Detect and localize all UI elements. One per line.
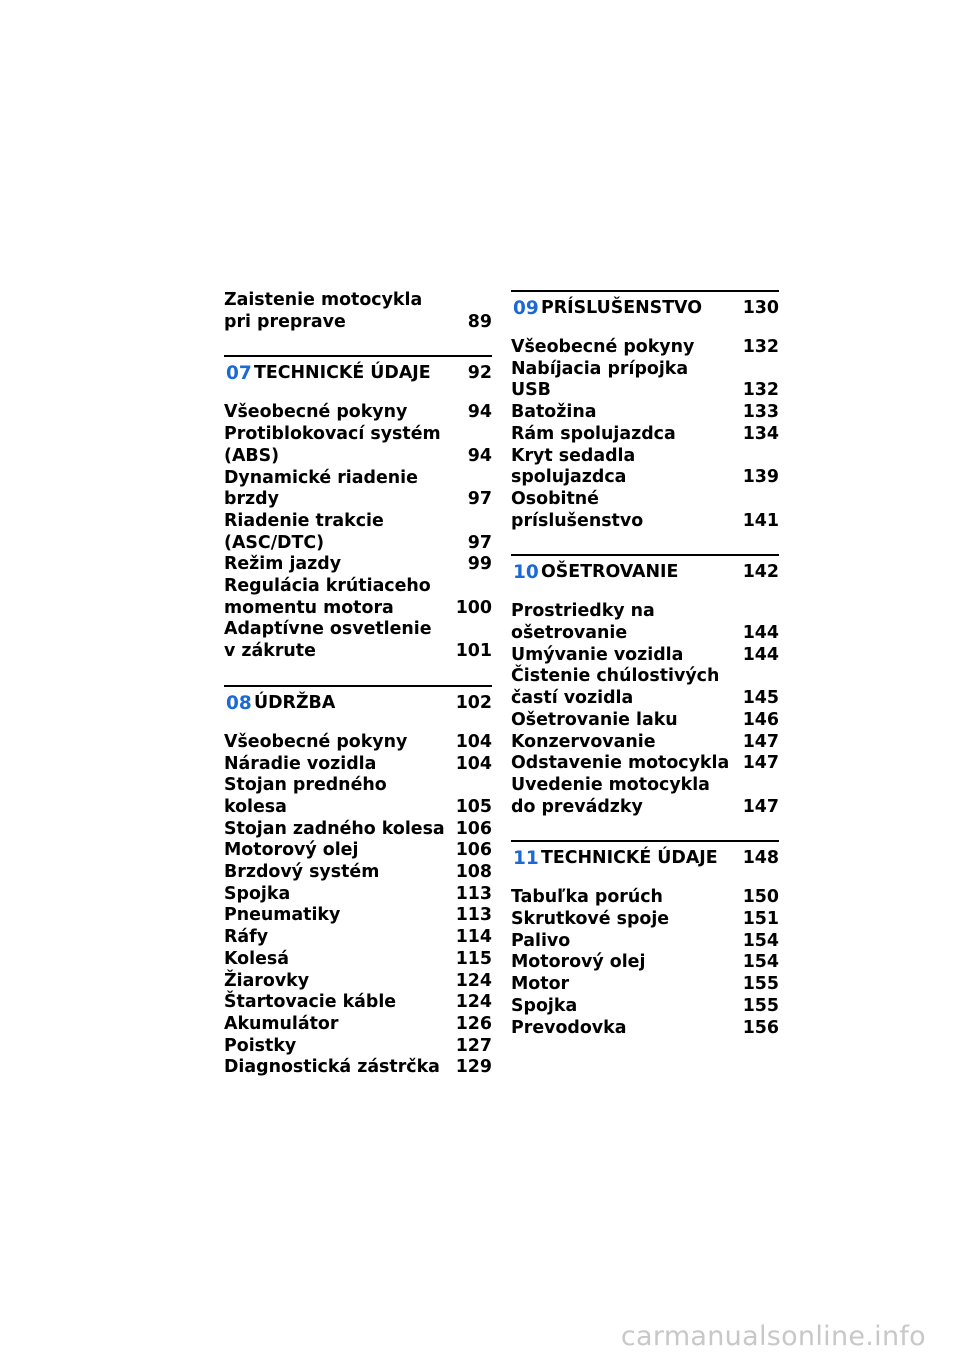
- toc-entry-title: Všeobecné pokyny: [224, 402, 408, 423]
- toc-entry-title: Žiarovky: [224, 970, 310, 991]
- toc-entry-title: Brzdový systém: [224, 862, 380, 883]
- toc-entry[interactable]: [224, 971, 492, 993]
- toc-entry-title: Tabuľka porúch: [511, 887, 663, 908]
- toc-entry-page: 146: [742, 709, 779, 730]
- toc-entry-page: 108: [455, 862, 492, 883]
- toc-entry-page: 97: [467, 489, 492, 510]
- toc-entry-title: Prostriedky na ošetrovanie: [511, 601, 655, 644]
- toc-entry[interactable]: [511, 710, 779, 732]
- toc-entry-title: Palivo: [511, 930, 571, 951]
- toc-entry[interactable]: [511, 753, 779, 775]
- toc-entry-title: Motorový olej: [511, 952, 646, 973]
- toc-entry-title: Ráfy: [224, 927, 269, 948]
- toc-entry-title: Adaptívne osvetlenie v zákrute: [224, 619, 432, 662]
- toc-entry-title: Umývanie vozidla: [511, 644, 684, 665]
- toc-entry[interactable]: [511, 446, 779, 489]
- toc-entry-page: 144: [742, 623, 779, 644]
- toc-entry-title: Protiblokovací systém (ABS): [224, 424, 441, 466]
- toc-entry-page: 126: [455, 1013, 492, 1034]
- toc-entry-title: Riadenie trakcie (ASC/DTC): [224, 510, 384, 553]
- toc-entry-page: 106: [455, 818, 492, 839]
- toc-entry[interactable]: [511, 337, 779, 359]
- section-number: 09: [513, 298, 539, 319]
- toc-entry-title: Štartovacie káble: [224, 992, 397, 1013]
- toc-entry[interactable]: [224, 992, 492, 1014]
- toc-entry-title: Prevodovka: [511, 1017, 627, 1038]
- toc-entry-title: Regulácia krútiaceho momentu motora: [224, 576, 431, 618]
- toc-entry[interactable]: [224, 754, 492, 776]
- toc-entry[interactable]: [511, 666, 779, 709]
- toc-entry[interactable]: [224, 905, 492, 927]
- toc-entry[interactable]: [224, 862, 492, 884]
- toc-entry-page: 147: [742, 731, 779, 752]
- toc-entry-page: 144: [742, 644, 779, 665]
- section-heading[interactable]: [224, 355, 492, 384]
- toc-entry[interactable]: [224, 511, 492, 554]
- toc-entry-page: 113: [455, 905, 492, 926]
- toc-entry-page: 97: [467, 532, 492, 553]
- toc-entry[interactable]: [224, 927, 492, 949]
- section-page: 148: [742, 848, 779, 869]
- section-page: 102: [455, 692, 492, 713]
- toc-entry-title: Poistky: [224, 1035, 297, 1056]
- toc-entry[interactable]: [511, 1018, 779, 1040]
- section-page: 130: [742, 298, 779, 318]
- section-number: 07: [226, 363, 252, 385]
- toc-entry-title: Stojan zadného kolesa: [224, 818, 445, 839]
- section-heading[interactable]: [511, 290, 779, 319]
- toc-entry[interactable]: [224, 468, 492, 511]
- toc-entry[interactable]: [511, 952, 779, 974]
- toc-entry[interactable]: [511, 359, 779, 402]
- toc-entry[interactable]: [224, 576, 492, 619]
- section-title: OŠETROVANIE: [541, 562, 679, 583]
- toc-entry[interactable]: [511, 887, 779, 909]
- section-title: PRÍSLUŠENSTVO: [541, 298, 702, 318]
- toc-entry-page: 141: [742, 510, 779, 531]
- toc-entry-page: 94: [467, 402, 492, 423]
- toc-entry-page: 99: [467, 554, 492, 575]
- toc-entry-page: 134: [742, 423, 779, 444]
- toc-entry[interactable]: [511, 424, 779, 446]
- toc-entry-page: 151: [742, 909, 779, 930]
- toc-entry-title: Stojan predného kolesa: [224, 775, 387, 817]
- section-number: 10: [513, 562, 539, 584]
- toc-entry-page: 129: [455, 1057, 492, 1078]
- toc-entry[interactable]: [511, 996, 779, 1018]
- toc-entry-page: 145: [742, 688, 779, 709]
- toc-entry[interactable]: [511, 645, 779, 667]
- toc-entry-page: 104: [455, 731, 492, 752]
- toc-entry-title: Ošetrovanie laku: [511, 709, 678, 730]
- toc-entry[interactable]: [511, 601, 779, 644]
- toc-entry[interactable]: [224, 402, 492, 424]
- toc-entry-title: Diagnostická zástrčka: [224, 1057, 440, 1078]
- toc-entry-page: 154: [742, 930, 779, 951]
- toc-entry-page: 124: [455, 992, 492, 1013]
- section-page: 142: [742, 562, 779, 583]
- toc-entry-page: 114: [455, 927, 492, 948]
- toc-entry-title: Režim jazdy: [224, 554, 342, 575]
- toc-entry-page: 115: [455, 948, 492, 969]
- toc-entry[interactable]: [224, 819, 492, 841]
- toc-entry-page: 147: [742, 753, 779, 774]
- toc-entry-page: 100: [455, 597, 492, 618]
- watermark: carmanualsonline.info: [620, 1321, 926, 1352]
- toc-entry-title: Skrutkové spoje: [511, 909, 670, 930]
- toc-entry-title: Uvedenie motocykla do prevádzky: [511, 774, 710, 817]
- toc-entry-title: Motor: [511, 974, 570, 995]
- toc-entry-page: 133: [742, 402, 779, 423]
- toc-entry-page: 104: [455, 753, 492, 774]
- toc-entry[interactable]: [511, 974, 779, 996]
- toc-entry-page: 155: [742, 995, 779, 1016]
- toc-entry[interactable]: [511, 402, 779, 424]
- toc-entry-title: Konzervovanie: [511, 731, 656, 752]
- toc-entry[interactable]: [224, 775, 492, 818]
- toc-entry-title: Batožina: [511, 402, 597, 423]
- toc-entry-title: Osobitné príslušenstvo: [511, 488, 644, 531]
- toc-entry-page: 155: [742, 974, 779, 995]
- toc-entry[interactable]: [224, 732, 492, 754]
- toc-entry[interactable]: [511, 732, 779, 754]
- toc-entry[interactable]: [511, 909, 779, 931]
- toc-entry-page: 147: [742, 796, 779, 817]
- toc-entry-title: Kolesá: [224, 948, 289, 969]
- toc-entry[interactable]: [224, 1057, 492, 1079]
- toc-entry[interactable]: [224, 290, 492, 333]
- toc-entry-page: 105: [455, 796, 492, 817]
- toc-entry-title: Kryt sedadla spolujazdca: [511, 445, 636, 488]
- toc-entry[interactable]: [511, 775, 779, 818]
- toc-entry-page: 139: [742, 467, 779, 488]
- toc-entry[interactable]: [224, 840, 492, 862]
- toc-entry-title: Akumulátor: [224, 1013, 339, 1034]
- toc-entry-title: Motorový olej: [224, 840, 359, 861]
- toc-entry[interactable]: [511, 489, 779, 532]
- toc-entry-page: 154: [742, 952, 779, 973]
- toc-entry-title: Pneumatiky: [224, 905, 341, 926]
- toc-entry-title: Dynamické riadenie brzdy: [224, 467, 418, 510]
- toc-entry-page: 150: [742, 887, 779, 908]
- toc-entry-title: Čistenie chúlostivých častí vozidla: [511, 666, 720, 709]
- section-title: TECHNICKÉ ÚDAJE: [254, 363, 431, 384]
- toc-entry[interactable]: [224, 424, 492, 467]
- section-heading[interactable]: [224, 685, 492, 714]
- toc-right-column: [511, 290, 779, 1039]
- toc-entry[interactable]: [224, 1036, 492, 1058]
- toc-entry-page: 113: [455, 883, 492, 904]
- section-title: TECHNICKÉ ÚDAJE: [541, 848, 718, 869]
- toc-entry-title: Náradie vozidla: [224, 753, 377, 774]
- toc-entry[interactable]: [224, 619, 492, 662]
- toc-entry-page: 127: [455, 1035, 492, 1056]
- toc-entry-page: 89: [467, 311, 492, 332]
- toc-entry-page: 132: [742, 380, 779, 401]
- toc-entry[interactable]: [224, 1014, 492, 1036]
- section-page: 92: [467, 363, 492, 384]
- toc-entry[interactable]: [224, 949, 492, 971]
- section-heading[interactable]: [511, 554, 779, 583]
- toc-entry[interactable]: [511, 931, 779, 953]
- section-heading[interactable]: [511, 840, 779, 869]
- toc-entry-page: 132: [742, 337, 779, 357]
- toc-entry-title: Spojka: [511, 995, 578, 1016]
- toc-entry[interactable]: [224, 884, 492, 906]
- toc-left-column: [224, 290, 492, 1079]
- toc-entry-page: 106: [455, 840, 492, 861]
- toc-entry[interactable]: [224, 554, 492, 576]
- section-title: ÚDRŽBA: [254, 692, 336, 713]
- section-number: 11: [513, 848, 539, 870]
- toc-entry-page: 101: [455, 641, 492, 662]
- toc-entry-page: 156: [742, 1017, 779, 1038]
- toc-entry-title: Spojka: [224, 883, 291, 904]
- toc-entry-page: 94: [467, 445, 492, 466]
- toc-entry-title: Všeobecné pokyny: [511, 337, 695, 357]
- toc-entry-title: Odstavenie motocykla: [511, 753, 730, 774]
- toc-entry-title: Zaistenie motocykla pri preprave: [224, 290, 423, 332]
- toc-entry-title: Nabíjacia prípojka USB: [511, 358, 689, 401]
- toc-entry-title: Všeobecné pokyny: [224, 731, 408, 752]
- toc-entry-title: Rám spolujazdca: [511, 423, 676, 444]
- section-number: 08: [226, 692, 252, 714]
- toc-entry-page: 124: [455, 970, 492, 991]
